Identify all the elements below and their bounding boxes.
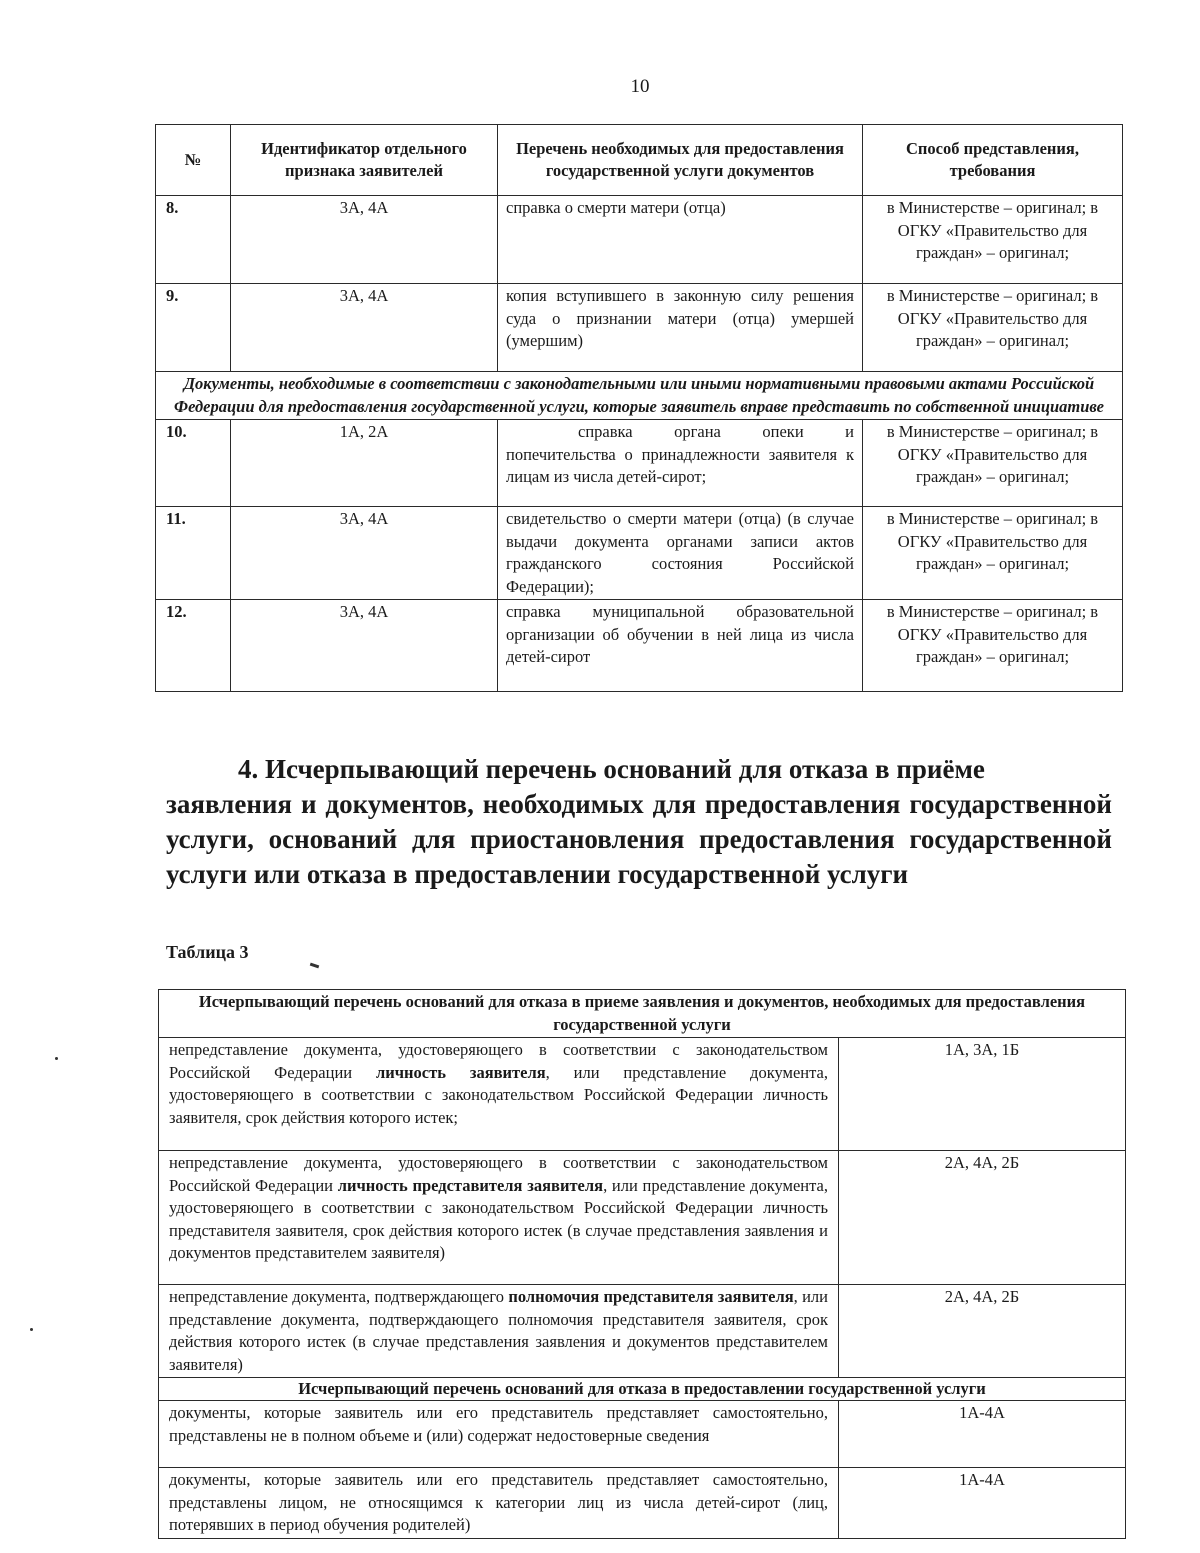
table-header-row: [156, 125, 1123, 196]
table-row: [156, 600, 1123, 692]
reason-codes: 1А-4А: [839, 1401, 1126, 1468]
reason-codes: 1А-4А: [839, 1468, 1126, 1539]
reason-codes: 2А, 4А, 2Б: [839, 1151, 1126, 1285]
row-document: свидетельство о смерти матери (отца) (в случае выдачи документа органами записи актов гражданского состояния Российской Федерации);: [498, 507, 863, 600]
refusal-grounds-table: [158, 989, 1126, 1539]
row-number: 8.: [156, 196, 231, 284]
reason-text: непредставление документа, удостоверяющего в соответствии с законодательством Российской Федерации личность заявителя, или представление документа, удостоверяющего в соответствии с законодательством Российской Федерации личность заявителя, срок действия которого истек;: [159, 1038, 839, 1151]
section-4-heading-first-line: 4. Исчерпывающий перечень оснований для отказа в приёме: [238, 754, 985, 784]
row-document: справка муниципальной образовательной организации об обучении в ней лица из числа детей-сирот: [498, 600, 863, 692]
reason-text: документы, которые заявитель или его представитель представляет самостоятельно, представлены лицом, не относящимся к категории лиц из числа детей-сирот (лиц, потерявших в период обучения родителей): [159, 1468, 839, 1539]
reason-text: документы, которые заявитель или его представитель представляет самостоятельно, представлены не в полном объеме и (или) содержат недостоверные сведения: [159, 1401, 839, 1468]
table-row: [159, 1038, 1126, 1151]
table-row: [156, 420, 1123, 507]
group-header-row: [159, 1378, 1126, 1401]
header-method: Способ представления, требования: [863, 125, 1123, 196]
row-identifier: 3А, 4А: [231, 284, 498, 372]
row-method: в Министерстве – оригинал; в ОГКУ «Правительство для граждан» – оригинал;: [863, 420, 1123, 507]
row-number: 10.: [156, 420, 231, 507]
table-row: [159, 1401, 1126, 1468]
row-number: 9.: [156, 284, 231, 372]
reason-codes: 2А, 4А, 2Б: [839, 1285, 1126, 1378]
row-method: в Министерстве – оригинал; в ОГКУ «Правительство для граждан» – оригинал;: [863, 196, 1123, 284]
row-method: в Министерстве – оригинал; в ОГКУ «Правительство для граждан» – оригинал;: [863, 600, 1123, 692]
row-document: справка о смерти матери (отца): [498, 196, 863, 284]
scan-dot: [55, 1057, 58, 1060]
row-identifier: 1А, 2А: [231, 420, 498, 507]
row-method: в Министерстве – оригинал; в ОГКУ «Правительство для граждан» – оригинал;: [863, 284, 1123, 372]
section-4-heading: [166, 752, 1112, 892]
group-header-row: [159, 990, 1126, 1038]
row-identifier: 3А, 4А: [231, 600, 498, 692]
row-method: в Министерстве – оригинал; в ОГКУ «Правительство для граждан» – оригинал;: [863, 507, 1123, 600]
header-num: №: [156, 125, 231, 196]
table-row: [156, 196, 1123, 284]
stray-pen-mark: [310, 963, 319, 969]
table-row: [156, 507, 1123, 600]
row-document: справка органа опеки и попечительства о принадлежности заявителя к лицам из числа детей-сирот;: [498, 420, 863, 507]
row-number: 11.: [156, 507, 231, 600]
row-identifier: 3А, 4А: [231, 196, 498, 284]
reason-text: непредставление документа, подтверждающего полномочия представителя заявителя, или представление документа, подтверждающего полномочия представителя заявителя, срок действия которого истек (в случае представления заявления и документов представителем заявителя): [159, 1285, 839, 1378]
table-row: [156, 284, 1123, 372]
section-row: [156, 372, 1123, 420]
group-2-title: Исчерпывающий перечень оснований для отказа в предоставлении государственной услуги: [159, 1378, 1126, 1401]
scan-dot: [30, 1328, 33, 1331]
row-number: 12.: [156, 600, 231, 692]
section-4-heading-rest: заявления и документов, необходимых для предоставления государственной услуги, оснований для приостановления предоставления государственной услуги или отказа в предоставлении государственной услуги: [166, 789, 1112, 889]
table-caption: Таблица 3: [166, 942, 249, 962]
table-row: [159, 1468, 1126, 1539]
row-document: копия вступившего в законную силу решения суда о признании матери (отца) умершей (умершим): [498, 284, 863, 372]
documents-table: [155, 124, 1123, 692]
group-1-title: Исчерпывающий перечень оснований для отказа в приеме заявления и документов, необходимых для предоставления государственной услуги: [159, 990, 1126, 1038]
row-identifier: 3А, 4А: [231, 507, 498, 600]
table-row: [159, 1151, 1126, 1285]
header-documents: Перечень необходимых для предоставления государственной услуги документов: [498, 125, 863, 196]
page-number: 10: [630, 76, 650, 97]
reason-text: непредставление документа, удостоверяющего в соответствии с законодательством Российской Федерации личность представителя заявителя, или представление документа, удостоверяющего в соответствии с законодательством Российской Федерации личность представителя заявителя, срок действия которого истек (в случае представления заявления и документов представителем заявителя): [159, 1151, 839, 1285]
reason-codes: 1А, 3А, 1Б: [839, 1038, 1126, 1151]
header-identifier: Идентификатор отдельного признака заявителей: [231, 125, 498, 196]
section-title: Документы, необходимые в соответствии с законодательными или иными нормативными правовыми актами Российской Федерации для предоставления государственной услуги, которые заявитель вправе представить по собственной инициативе: [156, 372, 1123, 420]
table-row: [159, 1285, 1126, 1378]
